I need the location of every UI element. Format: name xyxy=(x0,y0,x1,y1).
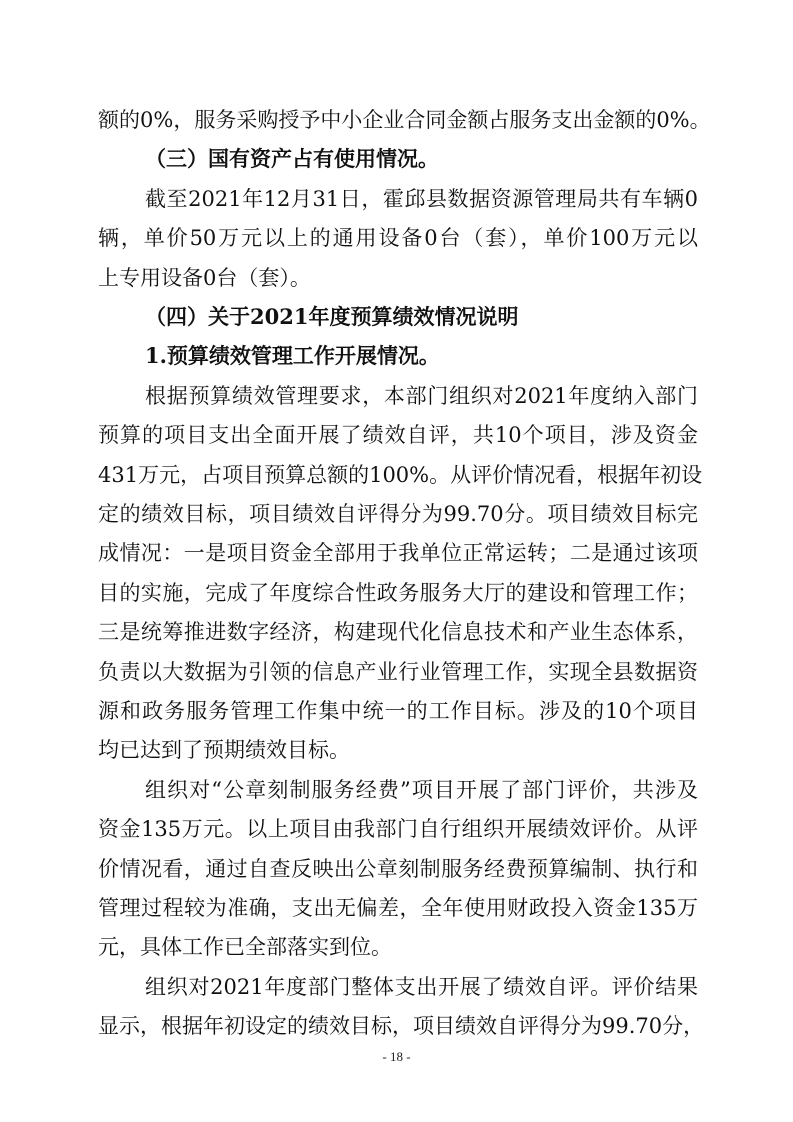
section-heading-state-assets: （三）国有资产占有使用情况。 xyxy=(145,146,439,172)
body-text-line: 组织对2021年度部门整体支出开展了绩效自评。评价结果 xyxy=(145,974,698,999)
subsection-heading-performance-management: 1.预算绩效管理工作开展情况。 xyxy=(145,343,440,369)
body-text-line: 预算的项目支出全面开展了绩效自评，共10个项目，涉及资金 xyxy=(98,423,698,448)
body-text-line: 截至2021年12月31日，霍邱县数据资源管理局共有车辆0 xyxy=(145,186,698,211)
body-text-line: 目的实施，完成了年度综合性政务服务大厅的建设和管理工作； xyxy=(98,580,698,605)
body-text-line: 价情况看，通过自查反映出公章刻制服务经费预算编制、执行和 xyxy=(98,856,698,881)
body-text-line: 成情况：一是项目资金全部用于我单位正常运转；二是通过该项 xyxy=(98,541,698,566)
body-text-line: 定的绩效目标，项目绩效自评得分为99.70分。项目绩效目标完 xyxy=(98,502,698,526)
page-number: - 18 - xyxy=(382,1049,411,1065)
body-text-line: 元，具体工作已全部落实到位。 xyxy=(98,935,392,960)
body-text-line: 根据预算绩效管理要求，本部门组织对2021年度纳入部门 xyxy=(145,383,698,408)
body-text-line: 额的0%，服务采购授予中小企业合同金额占服务支出金额的0%。 xyxy=(98,108,711,132)
body-text-line: 管理过程较为准确，支出无偏差，全年使用财政投入资金135万 xyxy=(98,896,698,920)
body-text-line: 均已达到了预期绩效目标。 xyxy=(98,738,350,763)
body-text-line: 三是统筹推进数字经济，构建现代化信息技术和产业生态体系， xyxy=(98,620,698,645)
body-text-line: 负责以大数据为引领的信息产业行业管理工作，实现全县数据资 xyxy=(98,659,698,684)
body-text-line: 431万元，占项目预算总额的100%。从评价情况看，根据年初设 xyxy=(98,462,703,487)
body-text-line: 辆，单价50万元以上的通用设备0台（套），单价100万元以 xyxy=(98,226,698,251)
body-text-line: 显示，根据年初设定的绩效目标，项目绩效自评得分为99.70分， xyxy=(98,1014,705,1039)
body-text-line: 上专用设备0台（套）。 xyxy=(98,265,311,290)
body-text-line: 组织对“公章刻制服务经费”项目开展了部门评价，共涉及 xyxy=(145,777,698,802)
body-text-line: 资金135万元。以上项目由我部门自行组织开展绩效评价。从评 xyxy=(98,817,698,842)
body-text-line: 源和政务服务管理工作集中统一的工作目标。涉及的10个项目 xyxy=(98,699,698,723)
section-heading-budget-performance: （四）关于2021年度预算绩效情况说明 xyxy=(145,304,519,329)
